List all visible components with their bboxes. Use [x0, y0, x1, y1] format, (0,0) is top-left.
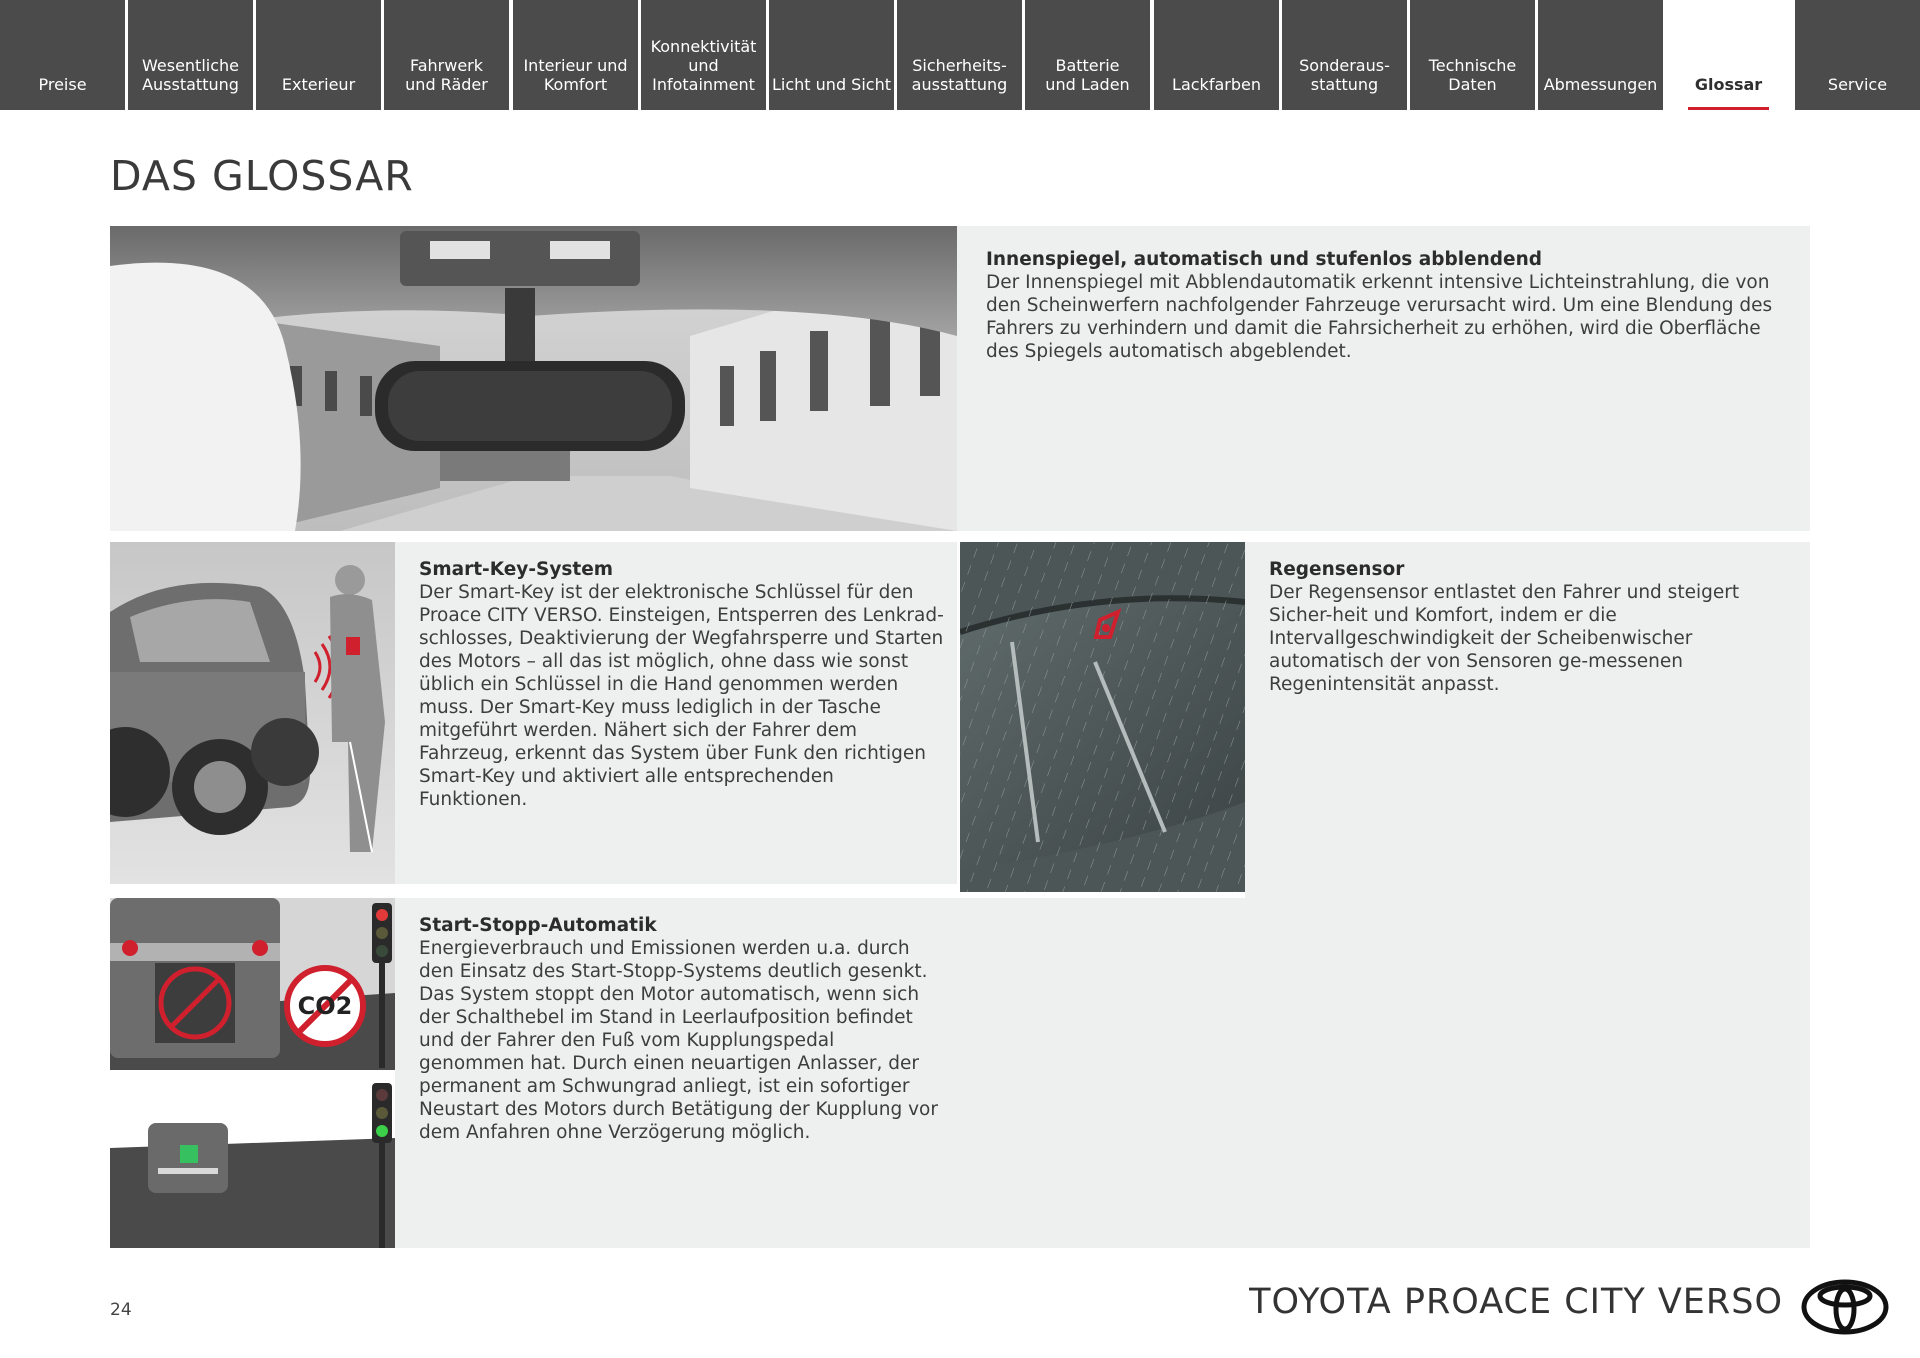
tab-batterie-und-laden[interactable]: Batterie und Laden [1025, 0, 1150, 110]
startstop-image [110, 898, 395, 1248]
tab-interieur-und-komfort[interactable]: Interieur und Komfort [513, 0, 638, 110]
entry-title: Regensensor [1269, 559, 1405, 580]
entry-text: Energieverbrauch und Emissionen werden u.a. durch den Einsatz des Start-Stopp-Systems deutlich gesenkt. Das System stoppt den Motor automatisch, wenn sich der Schalthebel im Stand in Leerlaufposition befindet und der Fahrer den Fuß vom Kupplungspedal genommen hat. Durch einen neuartigen Anlasser, der permanent am Schwungrad anliegt, ist ein sofortiger Neustart des Motors durch Betätigung der Kupplung vor dem Anfahren ohne Verzögerung möglich. [419, 938, 938, 1143]
glossary-entry-smartkey [419, 558, 944, 811]
tab-exterieur[interactable]: Exterieur [256, 0, 381, 110]
top-navigation [0, 0, 1920, 110]
tab-licht-und-sicht[interactable]: Licht und Sicht [769, 0, 894, 110]
entry-text: Der Smart-Key ist der elektronische Schlüssel für den Proace CITY VERSO. Einsteigen, Entsperren des Lenkrad-schlosses, Deaktivierung der Wegfahrsperre und Starten des Motors – all das ist möglich, ohne dass wie sonst üblich ein Schlüssel in die Hand genommen werden muss. Der Smart-Key muss lediglich in der Tasche mitgeführt werden. Nähert sich der Fahrer dem Fahrzeug, erkennt das System über Funk den richtigen Smart-Key und aktiviert alle entsprechenden Funktionen. [419, 582, 944, 810]
tab-technische-daten[interactable]: Technische Daten [1410, 0, 1535, 110]
mirror-text-panel [957, 226, 1810, 531]
tab-fahrwerk-und-raeder[interactable]: Fahrwerk und Räder [384, 0, 509, 110]
toyota-logo-icon [1801, 1279, 1889, 1335]
tab-glossar[interactable]: Glossar [1666, 0, 1791, 110]
entry-text: Der Innenspiegel mit Abblendautomatik erkennt intensive Lichteinstrahlung, die von den Scheinwerfern nachfolgender Fahrzeuge verursacht wird. Um eine Blendung des Fahrers zu verhindern und damit die Fahrsicherheit zu erhöhen, wird die Oberfläche des Spiegels automatisch abgeblendet. [986, 272, 1773, 362]
glossary-entry-rain [1269, 558, 1794, 696]
entry-title: Innenspiegel, automatisch und stufenlos abblendend [986, 249, 1542, 270]
tab-sicherheitsausstattung[interactable]: Sicherheits- ausstattung [897, 0, 1022, 110]
tab-wesentliche-ausstattung[interactable]: Wesentliche Ausstattung [128, 0, 253, 110]
page-title: DAS GLOSSAR [110, 152, 414, 200]
tab-preise[interactable]: Preise [0, 0, 125, 110]
glossary-entry-startstop [419, 914, 944, 1144]
rain-text-panel [1245, 542, 1810, 1248]
smartkey-text-panel [395, 542, 957, 884]
tab-service[interactable]: Service [1795, 0, 1920, 110]
entry-title: Smart-Key-System [419, 559, 614, 580]
tab-konnektivitaet[interactable]: Konnektivität und Infotainment [641, 0, 766, 110]
page-number: 24 [110, 1300, 132, 1320]
tab-lackfarben[interactable]: Lackfarben [1154, 0, 1279, 110]
mirror-image [110, 226, 957, 531]
co2-label: CO2 [297, 992, 353, 1020]
entry-text: Der Regensensor entlastet den Fahrer und steigert Sicher-heit und Komfort, indem er die Intervallgeschwindigkeit der Scheibenwischer automatisch der von Sensoren ge-messenen Regenintensität anpasst. [1269, 582, 1740, 695]
tab-abmessungen[interactable]: Abmessungen [1538, 0, 1663, 110]
entry-title: Start-Stopp-Automatik [419, 915, 657, 936]
brand-title: TOYOTA PROACE CITY VERSO [1249, 1282, 1783, 1322]
smartkey-image [110, 542, 395, 884]
rain-sensor-image [960, 542, 1245, 892]
tab-sonderausstattung[interactable]: Sonderaus- stattung [1282, 0, 1407, 110]
glossary-entry-mirror [986, 248, 1786, 363]
